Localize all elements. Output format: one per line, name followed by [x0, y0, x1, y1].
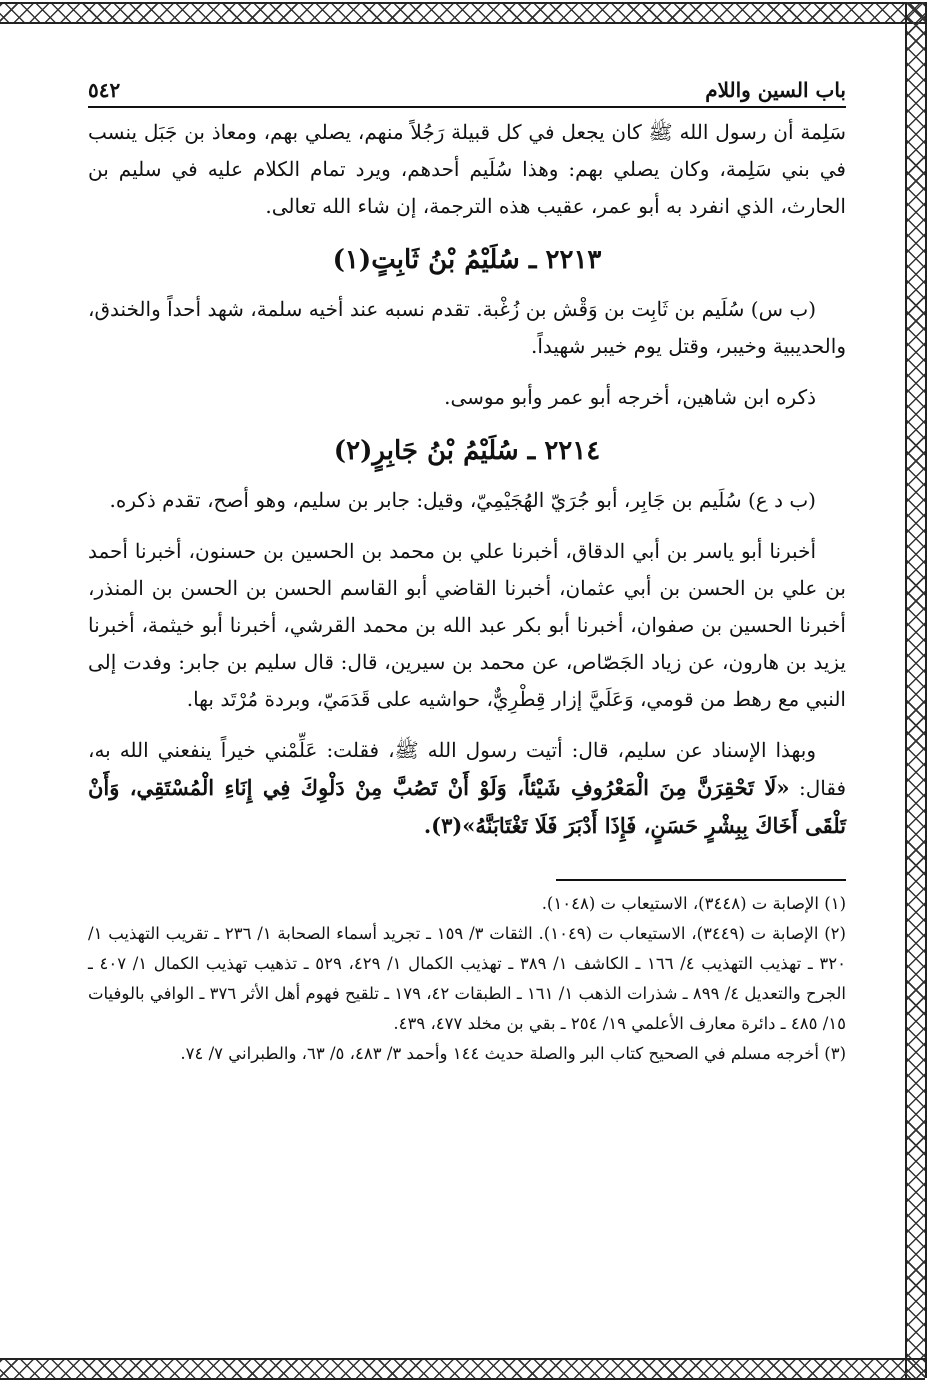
running-header: [88, 78, 846, 108]
footnote-separator: [556, 879, 846, 881]
page-number: ٥٤٢: [88, 78, 121, 102]
entry-2213-source: ذكره ابن شاهين، أخرجه أبو عمر وأبو موسى.: [444, 385, 816, 409]
hadith-intro: وبهذا الإسناد عن سليم، قال: أتيت رسول الله ﷺ، فقلت: عَلِّمْني خيراً ينفعني الله به، فقال:: [88, 738, 847, 800]
hadith-text: «لَا تَحْقِرَنَّ مِنَ الْمَعْرُوفِ شَيْئاً، وَلَوْ أَنْ تَصُبَّ مِنْ دَلْوِكَ فِي إِنَاءِ الْمُسْتَقِي، وَأَنْ تَلْقَى أَخَاكَ بِبِشْرٍ حَسَنٍ، فَإِذَا أَدْبَرَ فَلَا تَغْتَابَنَّهُ»(٣).: [88, 775, 846, 838]
decorative-border-right: [905, 2, 927, 1378]
entry-2214-isnad: أخبرنا أبو ياسر بن أبي الدقاق، أخبرنا علي بن محمد بن الحسين بن حسنون، أخبرنا أحمد بن علي بن الحسن بن أبي عثمان، أخبرنا القاضي أبو القاسم الحسن بن الحسن بن المنذر، أخبرنا الحسين بن صفوان، أخبرنا أبو بكر عبد الله بن محمد القرشي، أخبرنا أبو خيثمة، أخبرنا يزيد بن هارون، عن زياد الجَصّاص، عن محمد بن سيرين، قال: قال سليم بن جابر: وفدت إلى النبي مع رهط من قومي، وَعَلَيَّ إزار قِطْرِيٌّ، حواشيه على قَدَمَيّ، وبردة مُرْتَد بها.: [88, 539, 846, 711]
footnote-1: (١) الإصابة ت (٣٤٤٨)، الاستيعاب ت (١٠٤٨).: [541, 894, 846, 913]
footnote-3: (٣) أخرجه مسلم في الصحيح كتاب البر والصلة حديث ١٤٤ وأحمد ٣/ ٤٨٣، ٥/ ٦٣، والطبراني ٧/ ٧٤.: [180, 1044, 846, 1063]
entry-heading-2214: ٢٢١٤ ـ سُلَيْمُ بْنُ جَابِرٍ(٢): [333, 436, 601, 466]
chapter-title: باب السين واللام: [705, 78, 846, 102]
page-content: [88, 78, 846, 1069]
entry-2214-paragraph: (ب د ع) سُلَيم بن جَابِر، أبو جُرَيّ الهُجَيْمِيّ، وقيل: جابر بن سليم، وهو أصح، تقدم ذكره.: [109, 488, 816, 512]
footnotes: [88, 889, 846, 1069]
footnote-2: (٢) الإصابة ت (٣٤٤٩)، الاستيعاب ت (١٠٤٩). الثقات ٣/ ١٥٩ ـ تجريد أسماء الصحابة ١/ ٢٣٦ ـ تقريب التهذيب ١/ ٣٢٠ ـ تهذيب التهذيب ٤/ ١٦٦ ـ الكاشف ١/ ٣٨٩ ـ تهذيب الكمال ١/ ٤٢٩، ٥٢٩ ـ تذهيب تهذيب الكمال ١/ ٤٠٧ ـ الجرح والتعديل ٤/ ٨٩٩ ـ شذرات الذهب ١/ ١٦١ ـ الطبقات ٤٢، ١٧٩ ـ تلقيح فهوم أهل الأثر ٣٧٦ ـ الوافي بالوفيات ١٥/ ٤٨٥ ـ دائرة معارف الأعلمي ١٩/ ٢٥٤ ـ بقي بن مخلد ٤٧٧، ٤٣٩.: [88, 924, 846, 1033]
entry-2213-paragraph: (ب س) سُلَيم بن ثَابِت بن وَقْش بن زُغْبة. تقدم نسبه عند أخيه سلمة، شهد أحداً والخندق، والحديبية وخيبر، وقتل يوم خيبر شهيداً.: [88, 297, 846, 358]
entry-2214-hadith-paragraph: [88, 732, 846, 845]
decorative-border-top: [0, 2, 925, 24]
entry-heading-2213: ٢٢١٣ ـ سُلَيْمُ بْنُ ثَابِتٍ(١): [332, 245, 602, 275]
decorative-border-bottom: [0, 1358, 925, 1380]
intro-paragraph: سَلِمة أن رسول الله ﷺ كان يجعل في كل قبيلة رَجُلاً منهم، يصلي بهم، ومعاذ بن جَبَل ينسب في بني سَلِمة، وكان يصلي بهم: وهذا سُلَيم أحدهم، ويرد تمام الكلام عليه في سليم بن الحارث، الذي انفرد به أبو عمر، عقيب هذه الترجمة، إن شاء الله تعالى.: [88, 120, 846, 218]
